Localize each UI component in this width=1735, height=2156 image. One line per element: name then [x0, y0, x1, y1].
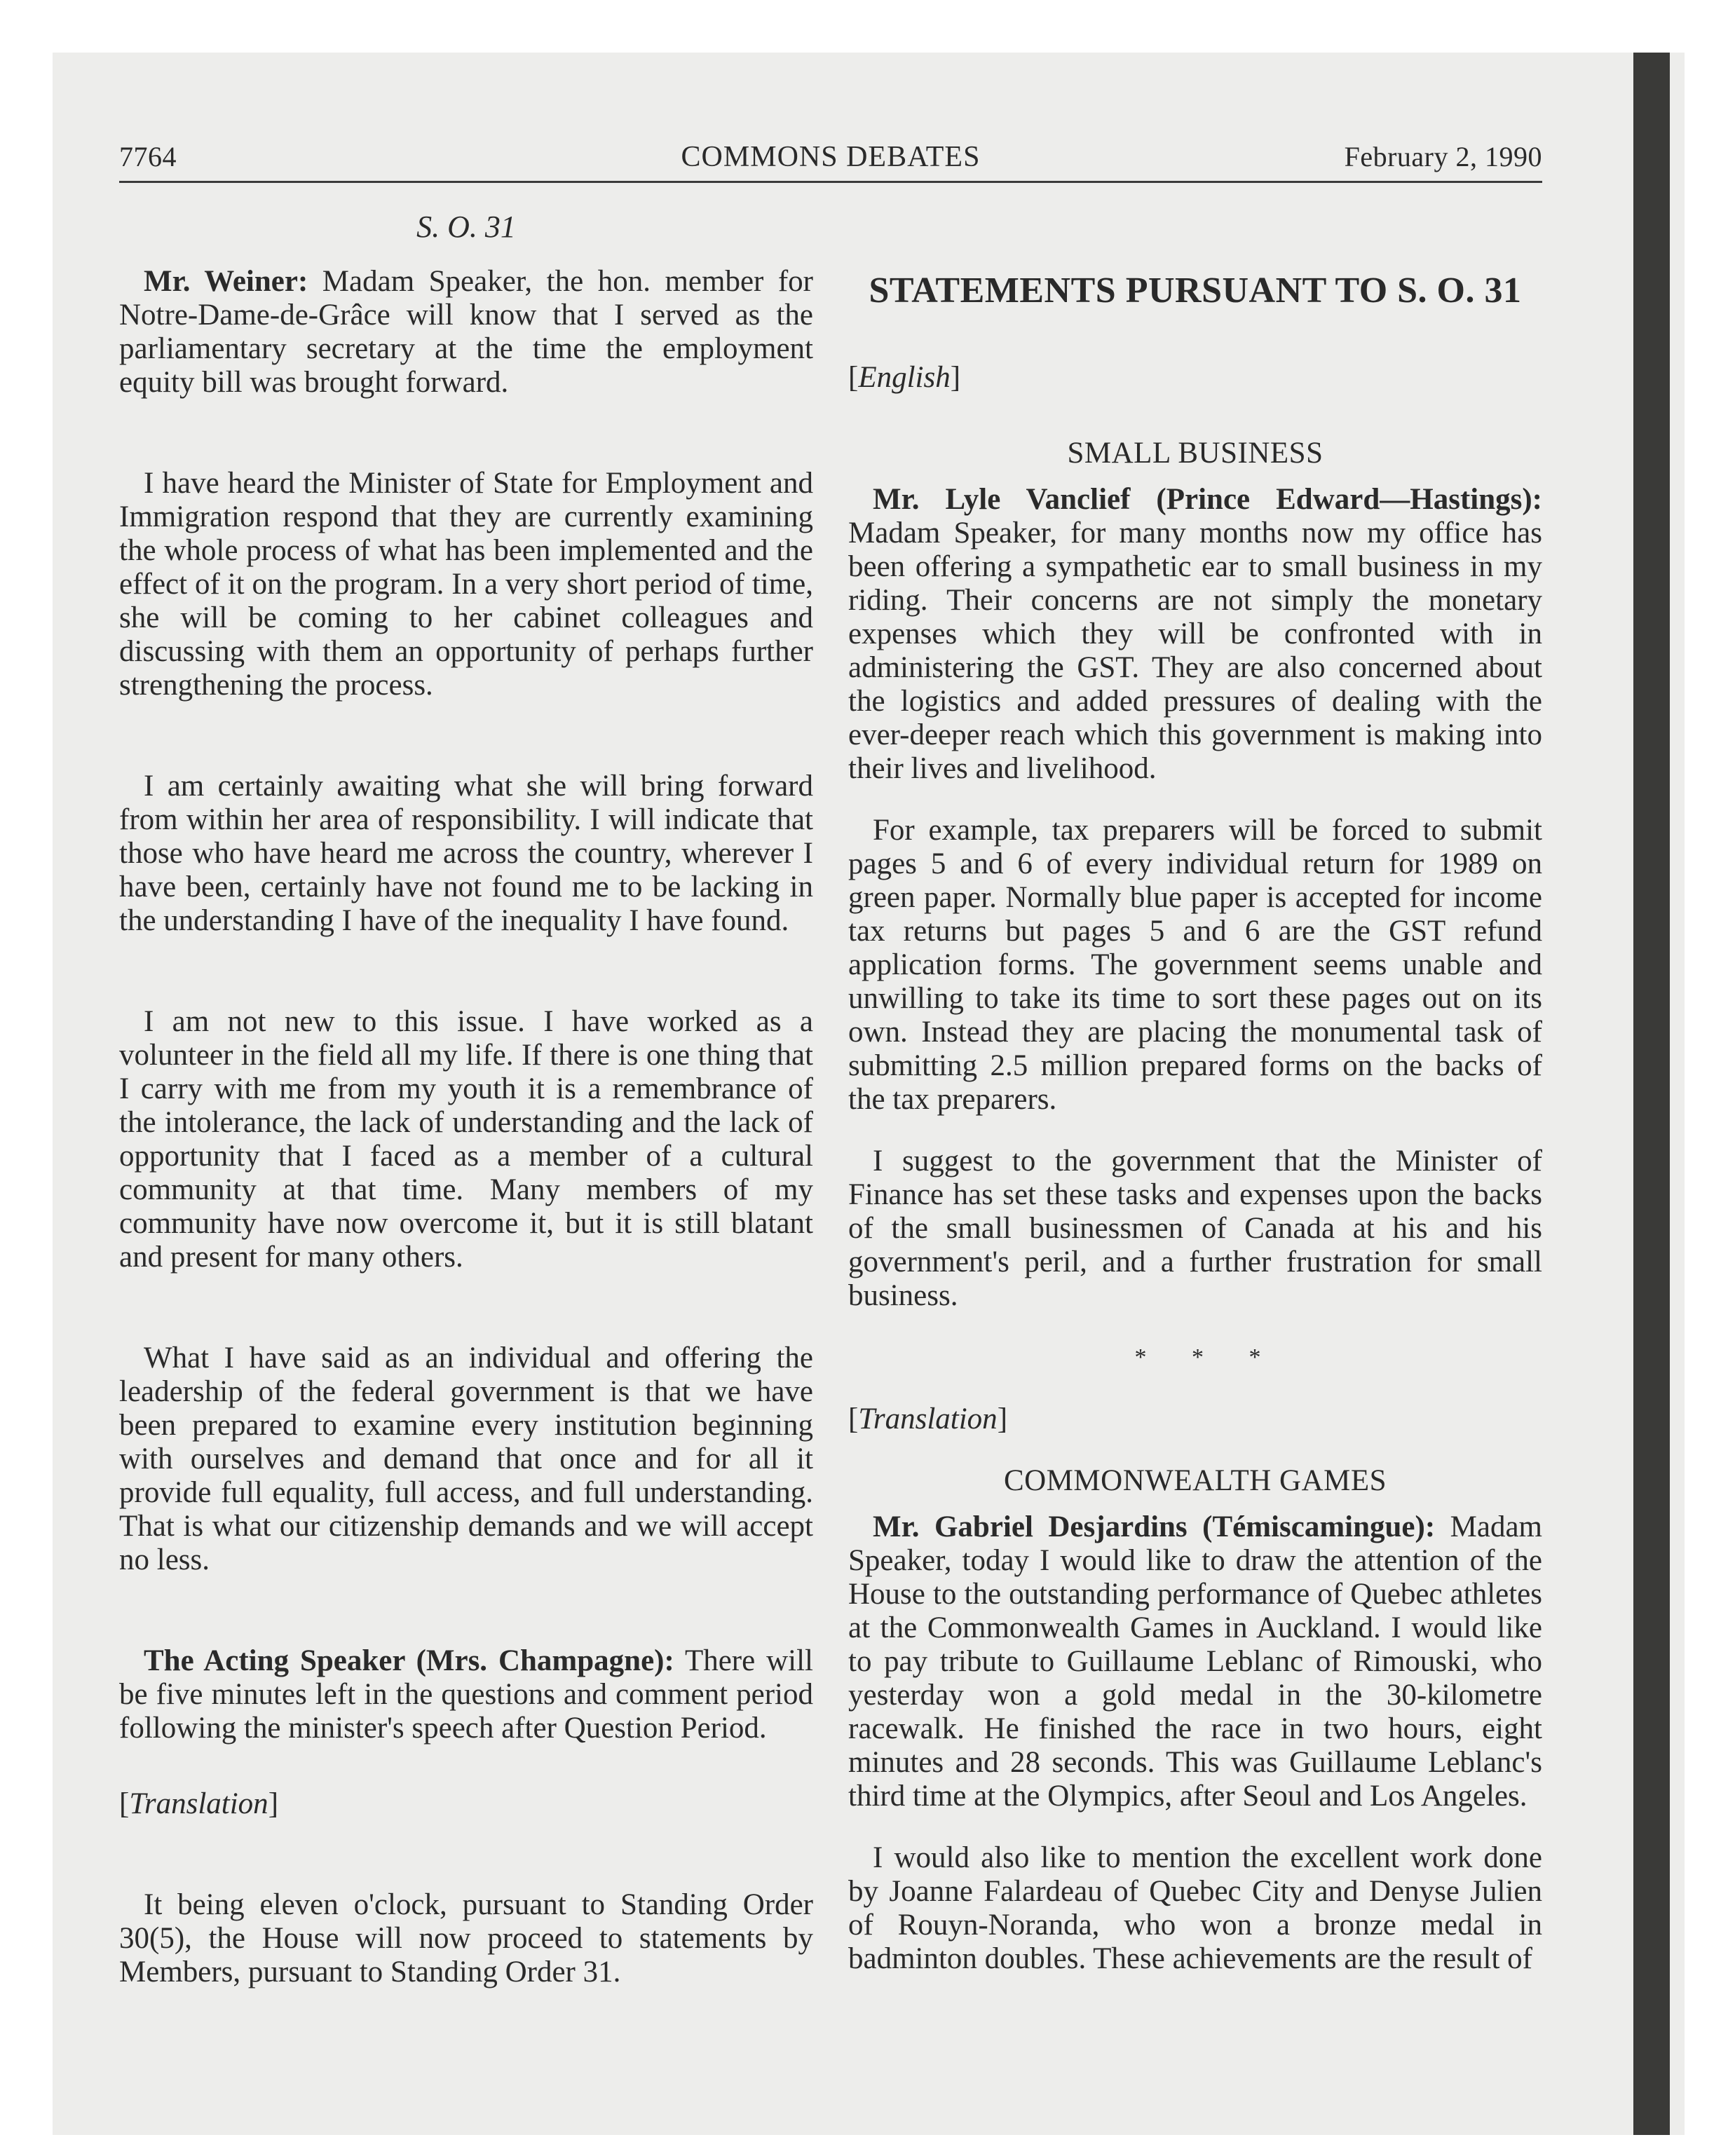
speaker-name: The Acting Speaker (Mrs. Champagne):	[144, 1644, 674, 1677]
publication-title: COMMONS DEBATES	[681, 141, 981, 173]
paragraph-eleven-oclock: It being eleven o'clock, pursuant to Standing Order 30(5), the House will now proceed to statements by Members, pursuant to Standing Order 31.	[119, 1888, 813, 1988]
paragraph-desjardins-2: I would also like to mention the excellent work done by Joanne Falardeau of Quebec City and Denyse Julien of Rouyn-Noranda, who won a bronze medal in badminton doubles. These achievements are the result of	[848, 1841, 1542, 1975]
section-separator: * * *	[1134, 1344, 1281, 1370]
binding-edge	[1633, 53, 1670, 2135]
paragraph-desjardins-1	[848, 1510, 1542, 1813]
paragraph-text: Madam Speaker, for many months now my office has been offering a sympathetic ear to small business in my riding. Their concerns are not simply the monetary expenses which they will be confronted with in administering the GST. They are also concerned about the logistics and added pressures of dealing with the ever-deeper reach which this government is making into their lives and livelihood.	[848, 517, 1542, 785]
running-header	[119, 140, 1542, 181]
speaker-name: Mr. Gabriel Desjardins (Témiscamingue):	[873, 1510, 1436, 1543]
left-column	[119, 210, 813, 1989]
paragraph-text: Madam Speaker, the hon. member for Notre-Dame-de-Grâce will know that I served as the parliamentary secretary at the time the employment equity bill was brought forward.	[119, 265, 813, 399]
header-date: February 2, 1990	[1344, 141, 1542, 172]
paragraph-text: Madam Speaker, today I would like to draw the attention of the House to the outstanding performance of Quebec athletes at the Commonwealth Games in Auckland. I would like to pay tribute to Guillaume Leblanc of Rimouski, who yesterday won a gold medal in the 30-kilometre racewalk. He finished the race in two hours, eight minutes and 28 seconds. This was Guillaume Leblanc's third time at the Olympics, after Seoul and Los Angeles.	[848, 1510, 1542, 1813]
paragraph-vanclief-3: I suggest to the government that the Minister of Finance has set these tasks and expenses upon the backs of the small businessmen of Canada at his and his government's peril, and a further frustration for small business.	[848, 1145, 1542, 1312]
paragraph-acting-speaker	[119, 1644, 813, 1745]
paragraph-vanclief-2: For example, tax preparers will be forced to submit pages 5 and 6 of every individual return for 1989 on green paper. Normally blue paper is accepted for income tax returns but pages 5 and 6 are the GST refund application forms. The government seems unable and unwilling to take its time to sort these pages out on its own. Instead they are placing the monumental task of submitting 2.5 million prepared forms on the backs of the tax preparers.	[848, 814, 1542, 1116]
small-business-heading: SMALL BUSINESS	[1067, 437, 1324, 470]
translation-tag: [Translation]	[119, 1787, 279, 1820]
paragraph-weiner-2: I have heard the Minister of State for Employment and Immigration respond that they are currently examining the whole process of what has been implemented and the effect of it on the program. In a very short period of time, she will be coming to her cabinet colleagues and discussing with them an opportunity of perhaps further strengthening the process.	[119, 467, 813, 702]
paragraph-weiner-3: I am certainly awaiting what she will bring forward from within her area of responsibility. I will indicate that those who have heard me across the country, wherever I have been, certainly have not found me to be lacking in the understanding I have of the inequality I have found.	[119, 770, 813, 937]
header-rule	[119, 181, 1542, 183]
paragraph-text: There will be five minutes left in the questions and comment period following the minister's speech after Question Period.	[119, 1644, 814, 1745]
main-heading: STATEMENTS PURSUANT TO S. O. 31	[869, 271, 1522, 311]
section-label: S. O. 31	[416, 210, 516, 244]
speaker-name: Mr. Weiner:	[144, 265, 308, 298]
speaker-name: Mr. Lyle Vanclief (Prince Edward—Hastings):	[873, 483, 1542, 516]
translation-tag: [Translation]	[848, 1403, 1008, 1435]
page-number: 7764	[119, 141, 177, 172]
paragraph-vanclief-1	[848, 483, 1542, 786]
commonwealth-games-heading: COMMONWEALTH GAMES	[1003, 1464, 1387, 1497]
paragraph-weiner-5: What I have said as an individual and offering the leadership of the federal government is that we have been prepared to examine every institution beginning with ourselves and demand that once and for all it provide full equality, full access, and full understanding. That is what our citizenship demands and we will accept no less.	[119, 1342, 813, 1576]
paragraph-weiner-4: I am not new to this issue. I have worked as a volunteer in the field all my life. If there is one thing that I carry with me from my youth it is a remembrance of the intolerance, the lack of understanding and the lack of opportunity that I faced as a member of a cultural community at that time. Many members of my community have now overcome it, but it is still blatant and present for many others.	[119, 1005, 813, 1274]
english-tag: [English]	[848, 361, 961, 394]
paragraph-weiner-1	[119, 265, 813, 400]
right-column	[848, 210, 1542, 1976]
